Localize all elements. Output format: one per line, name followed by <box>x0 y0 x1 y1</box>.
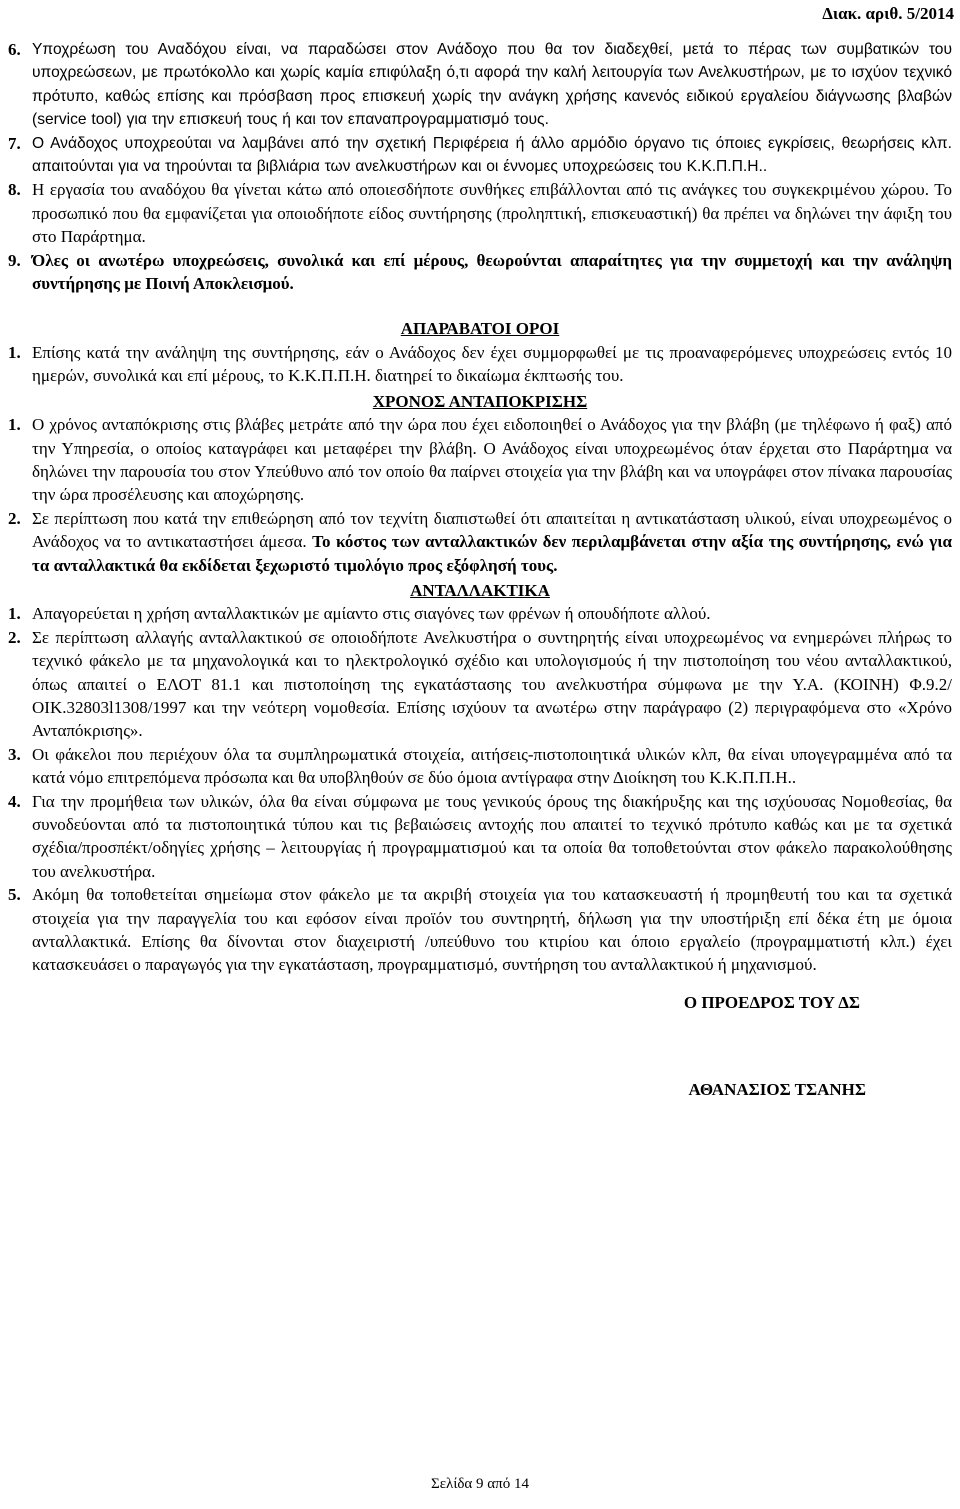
section-heading-terms: ΑΠΑΡΑΒΑΤΟΙ ΟΡΟΙ <box>400 319 560 339</box>
obligation-item-6 <box>8 38 952 132</box>
item-number: 4. <box>8 791 21 811</box>
parts-item-2 <box>8 626 952 743</box>
section-heading-parts: ΑΝΤΑΛΛΑΚΤΙΚΑ <box>410 580 550 600</box>
parts-item-4 <box>8 790 952 884</box>
item-text: Επίσης κατά την ανάληψη της συντήρησης, εάν ο Ανάδοχος δεν έχει συμμορφωθεί με τις προαναφερόμενες υποχρεώσεις εντός 10 ημερών, συνολικά και επί μέρους, το Κ.Κ.Π.Π.Η. διατηρεί το δικαίωμα έκπτωσής του. <box>32 342 952 386</box>
item-text: Ο Ανάδοχος υποχρεούται να λαμβάνει από την σχετική Περιφέρεια ή άλλο αρμόδιο όργανο τις όποιες εγκρίσεις, θεωρήσεις κλπ. απαιτούνται για να τηρούνται τα βιβλιάρια των ανελκυστήρων και οι έννομες υποχρεώσεις του Κ.Κ.Π.Π.Η.. <box>32 134 952 176</box>
parts-item-5 <box>8 883 952 977</box>
obligation-item-8 <box>8 178 952 248</box>
response-item-2 <box>8 507 952 577</box>
parts-item-3 <box>8 743 952 790</box>
item-text-plain: Σε περίπτωση που κατά την επιθεώρηση από τον τεχνίτη διαπιστωθεί ότι απαιτείται η αντικατάσταση υλικού, είναι υποχρεωμένος ο Ανάδοχος να το αντικαταστήσει άμεσα. <box>32 508 952 552</box>
terms-item-1 <box>8 341 952 388</box>
item-number: 1. <box>8 604 21 624</box>
item-number: 3. <box>8 744 21 764</box>
item-text: Σε περίπτωση αλλαγής ανταλλακτικού σε οποιοδήποτε Ανελκυστήρα ο συντηρητής είναι υποχρεωμένος να ενημερώνει πλήρως το τεχνικό φάκελο με τα μηχανολογικά και το ηλεκτρολογικό σχέδιο και υπολογισμούς ή την πιστοποίηση του νέου ανταλλακτικού, όπως απαιτεί ο ΕΛΟΤ 81.1 και πιστοποίηση της εγκατάστασης του ανελκυστήρα σύμφωνα με την Υ.Α. (ΚΟΙΝΗ) Φ.9.2/ΟΙΚ.32803l1308/1997 και την νεότερη νομοθεσία. Επίσης ισχύουν τα ανωτέρω στην παράγραφο (2) περιγραφόμενα στο «Χρόνο Ανταπόκρισης». <box>32 627 952 741</box>
item-text: Ο χρόνος ανταπόκρισης στις βλάβες μετράτε από την ώρα που έχει ειδοποιηθεί ο Ανάδοχος για την βλάβη (με τηλέφωνο ή φαξ) από την Υπηρεσία, ο οποίος καταγράφει και μεταφέρει την βλάβη. Ο Ανάδοχος είναι υποχρεωμένος όταν έρχεται στο Παράρτημα να δηλώνει την παρουσία του στον Υπεύθυνο από τον οποίο θα παίρνει στοιχεία για την βλάβη και να υπογράφει στον πίνακα παρουσίας την ώρα προσέλευσης και αποχώρησης. <box>32 415 952 505</box>
obligation-item-7 <box>8 132 952 179</box>
obligation-item-9 <box>8 249 952 296</box>
document-reference: Διακ. αριθ. 5/2014 <box>822 4 954 23</box>
item-number: 1. <box>8 342 21 362</box>
item-text: Ακόμη θα τοποθετείται σημείωμα στον φάκελο με τα ακριβή στοιχεία για του κατασκευαστή ή προμηθευτή του και τα σχετικά στοιχεία για την παραγγελία του και εφόσον είναι προϊόν του συντηρητή, δήλωση για την υποστήριξη επί δέκα έτη με όμοια ανταλλακτικά. Επίσης θα δίνονται στον διαχειριστή /υπεύθυνο του κτιρίου και όποιο εργαλείο (προγραμματιστή κλπ.) έχει κατασκευάσει ο παραγωγός για την εγκατάσταση, προγραμματισμό, συντήρηση του ανταλλακτικού ή μηχανισμού. <box>32 885 952 975</box>
parts-item-1 <box>8 602 952 625</box>
item-number: 2. <box>8 508 21 528</box>
signatory-role: Ο ΠΡΟΕΔΡΟΣ ΤΟΥ ΔΣ <box>683 992 860 1012</box>
item-text: Για την προμήθεια των υλικών, όλα θα είναι σύμφωνα με τους γενικούς όρους της διακήρυξης και της ισχύουσας Νομοθεσίας, θα συνοδεύονται από τα πιστοποιητικά τύπου και τις βεβαιώσεις αντοχής που απαιτεί το τεχνικό πρότυπο καθώς και με τα σχετικά σχέδια/προσπέκτ/οδηγίες χρήσης – λειτουργίας ή προγραμματισμού και τα οποία θα τοποθετούνται στον φάκελο παρακολούθησης του ανελκυστήρα. <box>32 791 952 881</box>
item-number: 5. <box>8 885 21 905</box>
item-text: Οι φάκελοι που περιέχουν όλα τα συμπληρωματικά στοιχεία, αιτήσεις-πιστοποιητικά υλικών κλπ, θα είναι υπογεγραμμένα από τα κατά νόμο επιτρεπόμενα πρόσωπα και θα υποβληθούν σε δύο όμοια αντίγραφα στην Διοίκηση του Κ.Κ.Π.Π.Η.. <box>32 744 952 788</box>
item-number: 8. <box>8 180 21 200</box>
signatory-name: ΑΘΑΝΑΣΙΟΣ ΤΣΑΝΗΣ <box>688 1080 866 1100</box>
item-text: Η εργασία του αναδόχου θα γίνεται κάτω από οποιεσδήποτε συνθήκες επιβάλλονται από τις ανάγκες του συγκεκριμένου χώρου. Το προσωπικό που θα εμφανίζεται για οποιοδήποτε είδος συντήρησης (προληπτική, επισκευαστική) θα πρέπει να δηλώνει την άφιξη του στο Παράρτημα. <box>32 180 952 247</box>
item-text: Απαγορεύεται η χρήση ανταλλακτικών με αμίαντο στις σιαγόνες των φρένων ή οπουδήποτε αλλού. <box>32 604 711 624</box>
item-number: 9. <box>8 250 21 270</box>
item-number: 6. <box>8 40 21 59</box>
page-number: Σελίδα 9 από 14 <box>431 1476 529 1492</box>
item-text <box>32 507 952 577</box>
item-number: 7. <box>8 133 21 153</box>
item-number: 1. <box>8 415 21 435</box>
item-number: 2. <box>8 627 21 647</box>
document-body <box>8 38 952 1102</box>
response-item-1 <box>8 413 952 507</box>
item-text: Υποχρέωση του Αναδόχου είναι, να παραδώσει στον Ανάδοχο που θα τον διαδεχθεί, μετά το πέρας των συμβατικών του υποχρεώσεων, με πρωτόκολλο και χωρίς καμία επιφύλαξη ό,τι αφορά την καλή λειτουργία των Ανελκυστήρων, με το ισχύον τεχνικό πρότυπο, καθώς επίσης και πρόσβαση προς επισκευή χωρίς την ανάγκη χρήσης κανενός ειδικού εργαλείου διάγνωσης βλαβών (service tool) για την επισκευή τους ή και τον επαναπρογραμματισμό τους. <box>32 41 952 129</box>
item-text-bold: Το κόστος των ανταλλακτικών δεν περιλαμβάνεται στην αξία της συντήρησης, ενώ για τα ανταλλακτικά θα εκδίδεται ξεχωριστό τιμολόγιο προς εξόφλησή τους. <box>32 532 952 575</box>
item-text: Όλες οι ανωτέρω υποχρεώσεις, συνολικά και επί μέρους, θεωρούνται απαραίτητες για την συμμετοχή και την ανάληψη συντήρησης με Ποινή Αποκλεισμού. <box>32 250 952 294</box>
section-heading-response: ΧΡΟΝΟΣ ΑΝΤΑΠΟΚΡΙΣΗΣ <box>372 391 588 411</box>
